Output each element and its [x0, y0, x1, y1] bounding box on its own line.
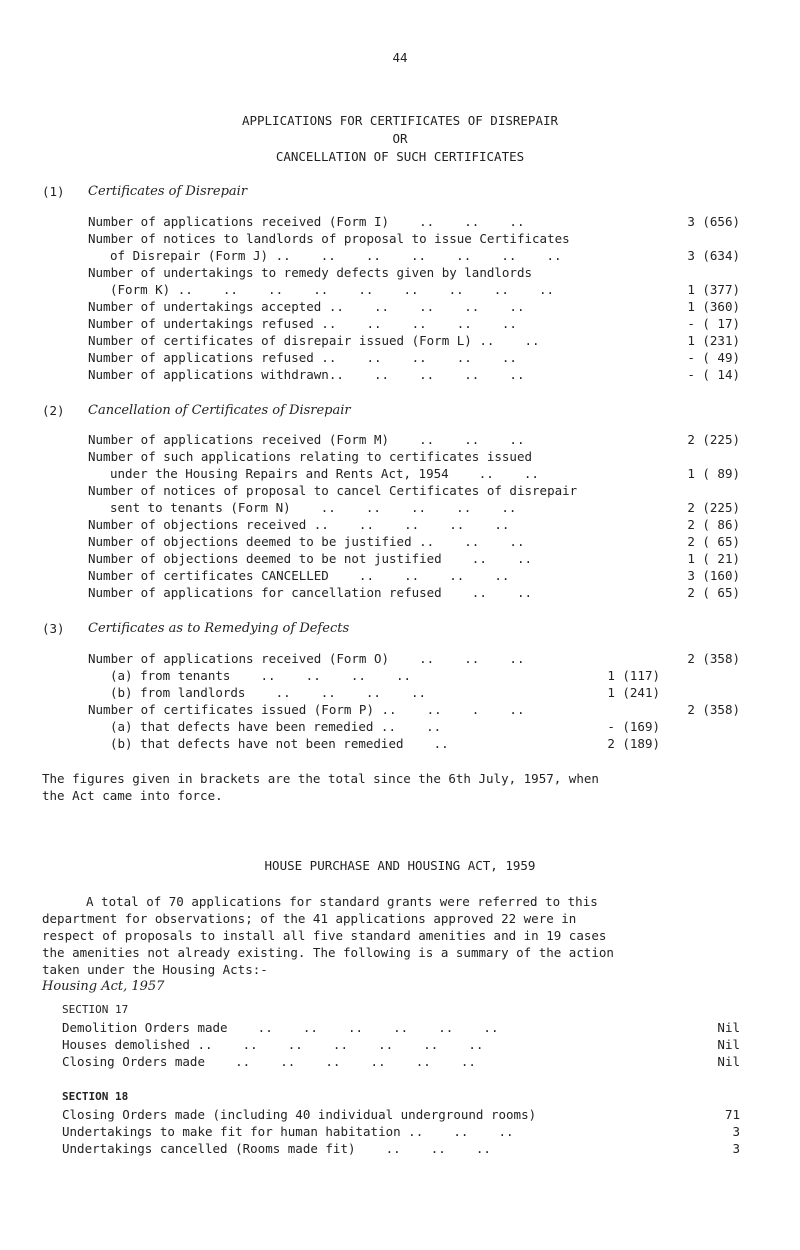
s2-row-5-value: 2 ( 65): [687, 534, 740, 549]
s18-row-3-label: Undertakings cancelled (Rooms made fit) .. .. ..: [62, 1141, 491, 1156]
s2-row-1-value: 2 (225): [687, 432, 740, 447]
s2-row-8-value: 2 ( 65): [687, 585, 740, 600]
s2-row-3-label: sent to tenants (Form N) .. .. .. .. ..: [110, 500, 517, 515]
s3-row-2-label: Number of certificates issued (Form P) .. .. . ..: [88, 702, 525, 717]
s1-row-8-value: - ( 14): [687, 367, 740, 382]
s1-row-7-label: Number of applications refused .. .. .. .. ..: [88, 350, 517, 365]
s17-row-1-label: Demolition Orders made .. .. .. .. .. ..: [62, 1020, 499, 1035]
s1-row-5-value: - ( 17): [687, 316, 740, 331]
s17-row-2-value: Nil: [717, 1037, 740, 1052]
s2-row-6-value: 1 ( 21): [687, 551, 740, 566]
s1-row-2-line-1: Number of notices to landlords of proposal to issue Certificates: [88, 231, 570, 246]
s18-row-3-value: 3: [732, 1141, 740, 1156]
page-number: 44: [392, 50, 408, 65]
section-1-number: (1): [42, 184, 65, 199]
section-1-heading: Certificates of Disrepair: [88, 184, 248, 199]
hp-para-line-1: A total of 70 applications for standard grants were referred to this: [86, 894, 598, 909]
s18-row-2-label: Undertakings to make fit for human habitation .. .. ..: [62, 1124, 514, 1139]
s1-row-2-label: of Disrepair (Form J) .. .. .. .. .. .. ..: [110, 248, 562, 263]
s1-row-6-label: Number of certificates of disrepair issued (Form L) .. ..: [88, 333, 540, 348]
s18-row-2-value: 3: [732, 1124, 740, 1139]
s1-row-7-value: - ( 49): [687, 350, 740, 365]
s3-row-1-label: Number of applications received (Form O) .. .. ..: [88, 651, 525, 666]
s3-row-2-value: 2 (358): [687, 702, 740, 717]
hp-para-line-4: the amenities not already existing. The following is a summary of the action: [42, 945, 614, 960]
s3-row-2a-value: - (169): [607, 719, 660, 734]
s2-row-7-value: 3 (160): [687, 568, 740, 583]
s1-row-5-label: Number of undertakings refused .. .. .. .. ..: [88, 316, 517, 331]
s3-row-2b-label: (b) that defects have not been remedied ..: [110, 736, 449, 751]
hp-para-line-3: respect of proposals to install all five standard amenities and in 19 cases: [42, 928, 607, 943]
hp-para-line-2: department for observations; of the 41 applications approved 22 were in: [42, 911, 577, 926]
s3-row-2a-label: (a) that defects have been remedied .. ..: [110, 719, 442, 734]
s2-row-2-value: 1 ( 89): [687, 466, 740, 481]
section-3-heading: Certificates as to Remedying of Defects: [88, 621, 350, 636]
s2-row-6-label: Number of objections deemed to be not justified .. ..: [88, 551, 533, 566]
s2-row-4-label: Number of objections received .. .. .. .. ..: [88, 517, 510, 532]
s1-row-8-label: Number of applications withdrawn.. .. .. .. ..: [88, 367, 525, 382]
s3-row-1a-value: 1 (117): [607, 668, 660, 683]
note-line-2: the Act came into force.: [42, 788, 223, 803]
s2-row-7-label: Number of certificates CANCELLED .. .. .. ..: [88, 568, 510, 583]
s18-row-1-label: Closing Orders made (including 40 individual underground rooms): [62, 1107, 537, 1122]
s3-row-1b-label: (b) from landlords .. .. .. ..: [110, 685, 427, 700]
hp-para-line-5: taken under the Housing Acts:-: [42, 962, 268, 977]
s17-row-2-label: Houses demolished .. .. .. .. .. .. ..: [62, 1037, 484, 1052]
s3-row-2b-value: 2 (189): [607, 736, 660, 751]
housing-act-heading: Housing Act, 1957: [42, 979, 165, 994]
s2-row-2-label: under the Housing Repairs and Rents Act, 1954 .. ..: [110, 466, 539, 481]
title-line-1: APPLICATIONS FOR CERTIFICATES OF DISREPAIR: [241, 113, 559, 128]
s3-row-1a-label: (a) from tenants .. .. .. ..: [110, 668, 412, 683]
s2-row-5-label: Number of objections deemed to be justified .. .. ..: [88, 534, 525, 549]
s1-row-4-label: Number of undertakings accepted .. .. .. .. ..: [88, 299, 525, 314]
s1-row-3-line-1: Number of undertakings to remedy defects given by landlords: [88, 265, 533, 280]
note-line-1: The figures given in brackets are the total since the 6th July, 1957, when: [42, 771, 599, 786]
s1-row-3-label: (Form K) .. .. .. .. .. .. .. .. ..: [110, 282, 555, 297]
s2-row-2-line-1: Number of such applications relating to certificates issued: [88, 449, 533, 464]
section-3-number: (3): [42, 621, 65, 636]
s3-row-1b-value: 1 (241): [607, 685, 660, 700]
s17-row-3-value: Nil: [717, 1054, 740, 1069]
s17-row-1-value: Nil: [717, 1020, 740, 1035]
s2-row-3-value: 2 (225): [687, 500, 740, 515]
s2-row-8-label: Number of applications for cancellation refused .. ..: [88, 585, 533, 600]
s17-row-3-label: Closing Orders made .. .. .. .. .. ..: [62, 1054, 476, 1069]
s1-row-4-value: 1 (360): [687, 299, 740, 314]
section-18-heading: SECTION 18: [62, 1090, 129, 1103]
title-line-3: CANCELLATION OF SUCH CERTIFICATES: [275, 149, 525, 164]
s1-row-1-label: Number of applications received (Form I) .. .. ..: [88, 214, 525, 229]
s18-row-1-value: 71: [724, 1107, 740, 1122]
section-17-heading: SECTION 17: [62, 1003, 129, 1016]
s1-row-1-value: 3 (656): [687, 214, 740, 229]
title-line-2: OR: [392, 131, 408, 146]
s3-row-1-value: 2 (358): [687, 651, 740, 666]
s1-row-3-value: 1 (377): [687, 282, 740, 297]
section-2-number: (2): [42, 403, 65, 418]
house-purchase-title: HOUSE PURCHASE AND HOUSING ACT, 1959: [264, 858, 536, 873]
s2-row-3-line-1: Number of notices of proposal to cancel Certificates of disrepair: [88, 483, 578, 498]
s2-row-1-label: Number of applications received (Form M) .. .. ..: [88, 432, 525, 447]
s1-row-6-value: 1 (231): [687, 333, 740, 348]
section-2-heading: Cancellation of Certificates of Disrepair: [88, 403, 351, 418]
s2-row-4-value: 2 ( 86): [687, 517, 740, 532]
s1-row-2-value: 3 (634): [687, 248, 740, 263]
